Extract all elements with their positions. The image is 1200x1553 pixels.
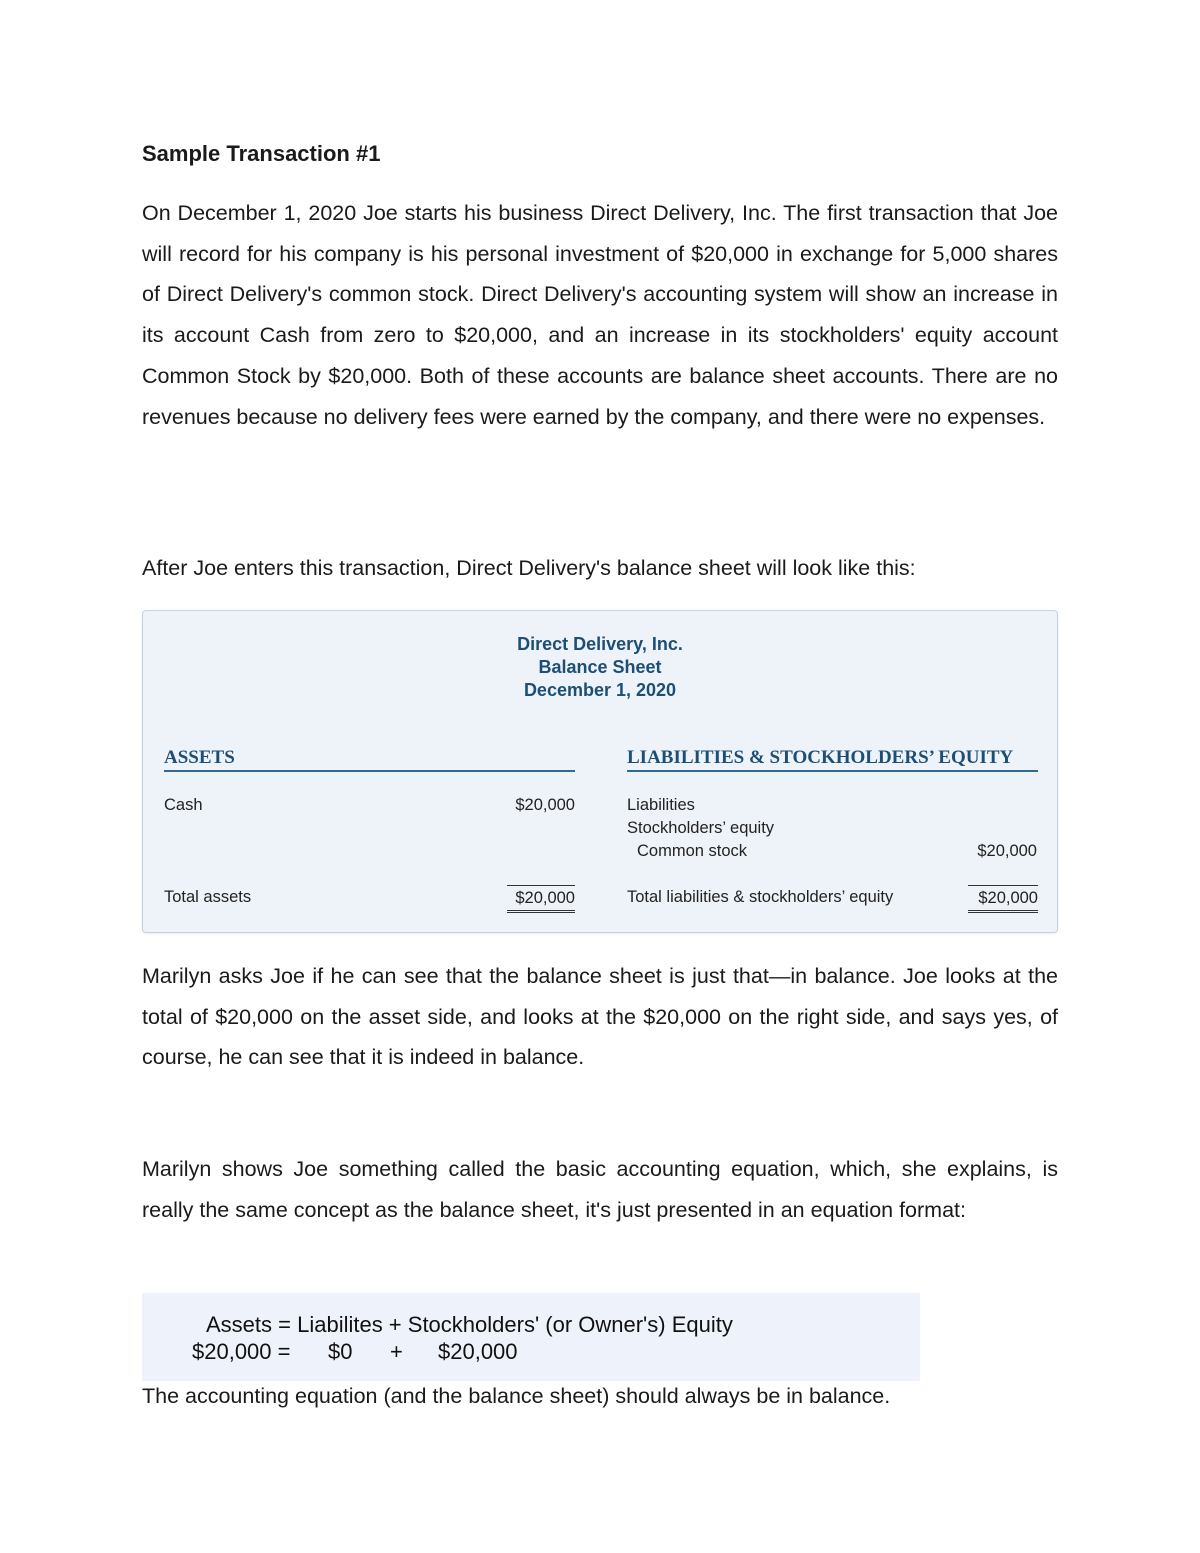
equation-plus-sign: + [390,1339,403,1364]
equation-formula: Assets = Liabilites + Stockholders' (or Owner's) Equity [206,1312,733,1337]
common-stock-label: Common stock [637,842,748,860]
balance-sheet-date: December 1, 2020 [523,680,677,700]
accounting-equation-box [142,1293,920,1381]
cash-value: $20,000 [515,796,575,814]
balance-sheet-figure [142,610,1058,933]
liabilities-equity-header: LIABILITIES & STOCKHOLDERS’ EQUITY [627,747,1038,772]
equation-equity-value: $20,000 [438,1339,518,1364]
liabilities-label: Liabilities [627,796,695,814]
lead-in-paragraph: After Joe enters this transaction, Direct Delivery's balance sheet will look like this: [142,556,916,580]
equation-assets-value: $20,000 = [192,1339,291,1364]
closing-paragraph: The accounting equation (and the balance sheet) should always be in balance. [142,1384,891,1408]
intro-paragraph: On December 1, 2020 Joe starts his business Direct Delivery, Inc. The first transaction that Joe will record for his company is his personal investment of $20,000 in exchange for 5,000 shares of Direct Delivery's common stock. Direct Delivery's accounting system will show an increase in its account Cash from zero to $20,000, and an increase in its stockholders' equity account Common Stock by $20,000. Both of these accounts are balance sheet accounts. There are no revenues because no delivery fees were earned by the company, and there were no expenses. [142,201,1058,429]
assets-header: ASSETS [164,747,575,772]
balance-sheet-title: Balance Sheet [538,657,662,677]
equation-liabilities-value: $0 [328,1339,353,1364]
total-liabilities-equity-rule [968,885,1038,913]
balance-explanation-paragraph: Marilyn asks Joe if he can see that the balance sheet is just that—in balance. Joe looks at the total of $20,000 on the asset side, and looks at the $20,000 on the right side, and says yes, of course, he can see that it is indeed in balance. [142,964,1058,1070]
total-liabilities-equity-value: $20,000 [968,885,1038,913]
stockholders-equity-label: Stockholders’ equity [627,819,775,837]
page-title: Sample Transaction #1 [142,141,381,166]
total-assets-label: Total assets [164,888,252,906]
cash-label: Cash [164,796,203,814]
equation-intro-paragraph: Marilyn shows Joe something called the basic accounting equation, which, she explains, is really the same concept as the balance sheet, it's just presented in an equation format: [142,1157,1058,1222]
total-assets-value: $20,000 [507,885,575,913]
total-assets-rule [507,885,575,913]
total-liabilities-equity-label: Total liabilities & stockholders’ equity [627,888,894,906]
common-stock-value: $20,000 [977,842,1037,860]
balance-sheet-company: Direct Delivery, Inc. [517,634,683,654]
